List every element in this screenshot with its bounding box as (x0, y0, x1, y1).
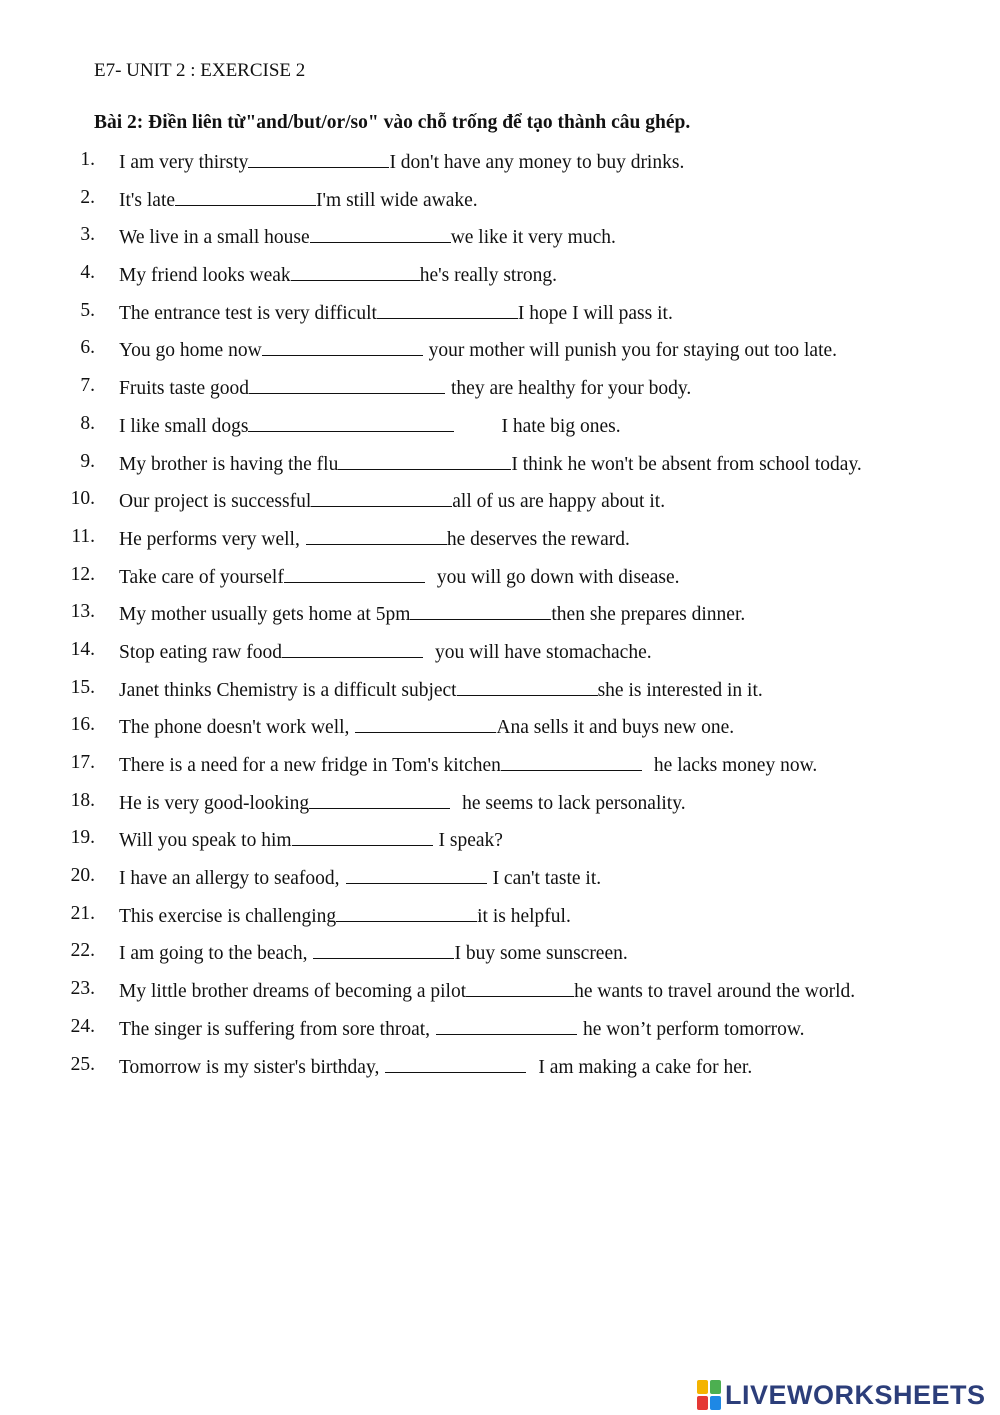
question-item (0, 1053, 1000, 1091)
question-text-before: You go home now (119, 340, 262, 362)
question-text-before: I like small dogs (119, 415, 249, 437)
question-text-before: This exercise is challenging (119, 905, 337, 927)
question-list (0, 148, 1000, 1090)
question-text-before: My mother usually gets home at 5pm (119, 604, 411, 626)
question-text-before: My friend looks weak (119, 265, 291, 287)
answer-blank[interactable] (410, 600, 551, 620)
question-number: 14. (70, 638, 95, 660)
question-text-before: I am very thirsty (119, 152, 249, 173)
answer-blank[interactable] (292, 826, 433, 846)
question-text-before: I have an allergy to seafood, (119, 868, 340, 890)
question-number: 24. (70, 1015, 95, 1037)
question-number: 6. (80, 337, 95, 359)
answer-blank[interactable] (306, 525, 447, 545)
question-number: 8. (80, 412, 95, 434)
answer-blank[interactable] (291, 261, 420, 281)
question-item (0, 977, 1000, 1015)
question-number: 2. (80, 186, 95, 208)
question-text-before: Take care of yourself (119, 566, 284, 588)
question-text-after: you will have stomachache. (435, 641, 652, 663)
question-item (0, 1015, 1000, 1053)
question-text-after: I hope I will pass it. (517, 302, 673, 324)
question-item (0, 148, 1000, 186)
answer-blank[interactable] (262, 336, 423, 356)
question-text-after: he seems to lack personality. (462, 792, 686, 814)
question-text-after: it is helpful. (477, 905, 571, 927)
question-text-after: all of us are happy about it. (452, 491, 666, 513)
logo-text: LIVEWORKSHEETS (725, 1379, 986, 1410)
question-text-after: I think he won't be absent from school today. (511, 453, 862, 475)
question-text-after: I don't have any money to buy drinks. (389, 152, 685, 173)
question-item (0, 336, 1000, 374)
answer-blank[interactable] (336, 902, 477, 922)
question-number: 22. (70, 940, 95, 962)
question-text-after: he deserves the reward. (446, 528, 630, 550)
question-text-before: He is very good-looking (119, 792, 310, 814)
answer-blank[interactable] (249, 374, 445, 394)
answer-blank[interactable] (282, 638, 423, 658)
question-text-after: he wants to travel around the world. (574, 981, 856, 1003)
question-number: 1. (80, 149, 95, 170)
answer-blank[interactable] (338, 450, 511, 470)
liveworksheets-logo (697, 1375, 986, 1415)
question-text-after: I buy some sunscreen. (454, 943, 628, 965)
question-number: 13. (70, 601, 95, 623)
question-number: 18. (70, 789, 95, 811)
question-text-before: Stop eating raw food (119, 641, 283, 663)
question-number: 12. (70, 563, 95, 585)
question-item (0, 902, 1000, 940)
question-text-after: he lacks money now. (653, 755, 818, 776)
question-text-before: Will you speak to him (119, 830, 292, 852)
question-number: 20. (70, 865, 95, 887)
answer-blank[interactable] (248, 148, 389, 168)
question-text-after: I hate big ones. (501, 415, 621, 437)
question-item (0, 751, 1000, 789)
answer-blank[interactable] (457, 676, 598, 696)
question-number: 19. (70, 827, 95, 849)
question-item (0, 299, 1000, 337)
question-text-after: I can't taste it. (492, 868, 602, 890)
answer-blank[interactable] (175, 186, 316, 206)
logo-square-green (710, 1380, 721, 1394)
question-text-after: I'm still wide awake. (316, 189, 478, 211)
question-number: 5. (80, 299, 95, 321)
answer-blank[interactable] (385, 1053, 526, 1073)
question-text-after: you will go down with disease. (436, 566, 680, 588)
question-item (0, 563, 1000, 601)
question-number: 3. (80, 224, 95, 246)
answer-blank[interactable] (310, 223, 451, 243)
answer-blank[interactable] (248, 412, 454, 432)
question-text-before: We live in a small house (119, 227, 310, 249)
answer-blank[interactable] (346, 864, 487, 884)
question-text-before: He performs very well, (119, 528, 300, 550)
page-heading: E7- UNIT 2 : EXERCISE 2 (94, 60, 306, 81)
question-item (0, 638, 1000, 676)
question-number: 11. (71, 525, 95, 547)
question-number: 9. (80, 450, 95, 472)
question-item (0, 450, 1000, 488)
logo-square-yellow (697, 1380, 708, 1394)
answer-blank[interactable] (377, 299, 518, 319)
question-text-before: My little brother dreams of becoming a pilot (119, 981, 467, 1003)
question-text-after: then she prepares dinner. (551, 604, 746, 626)
question-number: 7. (80, 375, 95, 397)
logo-square-red (697, 1396, 708, 1410)
question-number: 16. (70, 714, 95, 736)
question-text-before: Tomorrow is my sister's birthday, (119, 1056, 380, 1078)
question-item (0, 186, 1000, 224)
answer-blank[interactable] (284, 563, 425, 583)
question-item (0, 487, 1000, 525)
answer-blank[interactable] (436, 1015, 577, 1035)
question-item (0, 713, 1000, 751)
question-item (0, 939, 1000, 977)
question-item (0, 826, 1000, 864)
question-text-before: The entrance test is very difficult (119, 302, 377, 324)
question-item (0, 374, 1000, 412)
question-item (0, 676, 1000, 714)
liveworksheets-logo-icon (697, 1380, 721, 1410)
question-text-before: Janet thinks Chemistry is a difficult subject (119, 679, 457, 701)
question-text-before: I am going to the beach, (119, 943, 308, 965)
question-text-after: we like it very much. (450, 227, 616, 249)
question-text-after: she is interested in it. (597, 679, 763, 701)
question-text-after: I speak? (438, 830, 503, 852)
question-text-before: It's late (119, 189, 176, 211)
answer-blank[interactable] (501, 751, 642, 771)
question-text-before: The phone doesn't work well, (119, 717, 350, 739)
answer-blank[interactable] (313, 939, 454, 959)
question-text-before: The singer is suffering from sore throat, (119, 1018, 431, 1040)
question-text-after: they are healthy for your body. (451, 378, 692, 400)
question-text-after: your mother will punish you for staying out too late. (428, 340, 838, 362)
question-text-after: Ana sells it and buys new one. (496, 717, 735, 739)
question-item (0, 412, 1000, 450)
answer-blank[interactable] (466, 977, 574, 997)
question-item (0, 261, 1000, 299)
question-text-before: My brother is having the flu (119, 453, 339, 475)
answer-blank[interactable] (309, 789, 450, 809)
question-number: 25. (70, 1053, 95, 1075)
question-item (0, 525, 1000, 563)
question-item (0, 864, 1000, 902)
question-text-after: he's really strong. (419, 265, 557, 287)
question-text-after: I am making a cake for her. (538, 1056, 753, 1078)
question-number: 15. (70, 676, 95, 698)
question-text-before: There is a need for a new fridge in Tom's kitchen (119, 755, 501, 776)
question-item (0, 223, 1000, 261)
question-text-before: Our project is successful (119, 491, 312, 513)
question-number: 23. (70, 978, 95, 1000)
question-number: 4. (80, 262, 95, 284)
question-item (0, 789, 1000, 827)
question-text-before: Fruits taste good (119, 378, 249, 400)
question-number: 21. (70, 902, 95, 924)
answer-blank[interactable] (311, 487, 452, 507)
answer-blank[interactable] (355, 713, 496, 733)
question-text-after: he won’t perform tomorrow. (583, 1018, 805, 1040)
logo-square-blue (710, 1396, 721, 1410)
question-number: 17. (70, 752, 95, 773)
exercise-instruction: Bài 2: Điền liên từ"and/but/or/so" vào chỗ trống để tạo thành câu ghép. (94, 112, 691, 133)
question-item (0, 600, 1000, 638)
question-number: 10. (70, 488, 95, 510)
